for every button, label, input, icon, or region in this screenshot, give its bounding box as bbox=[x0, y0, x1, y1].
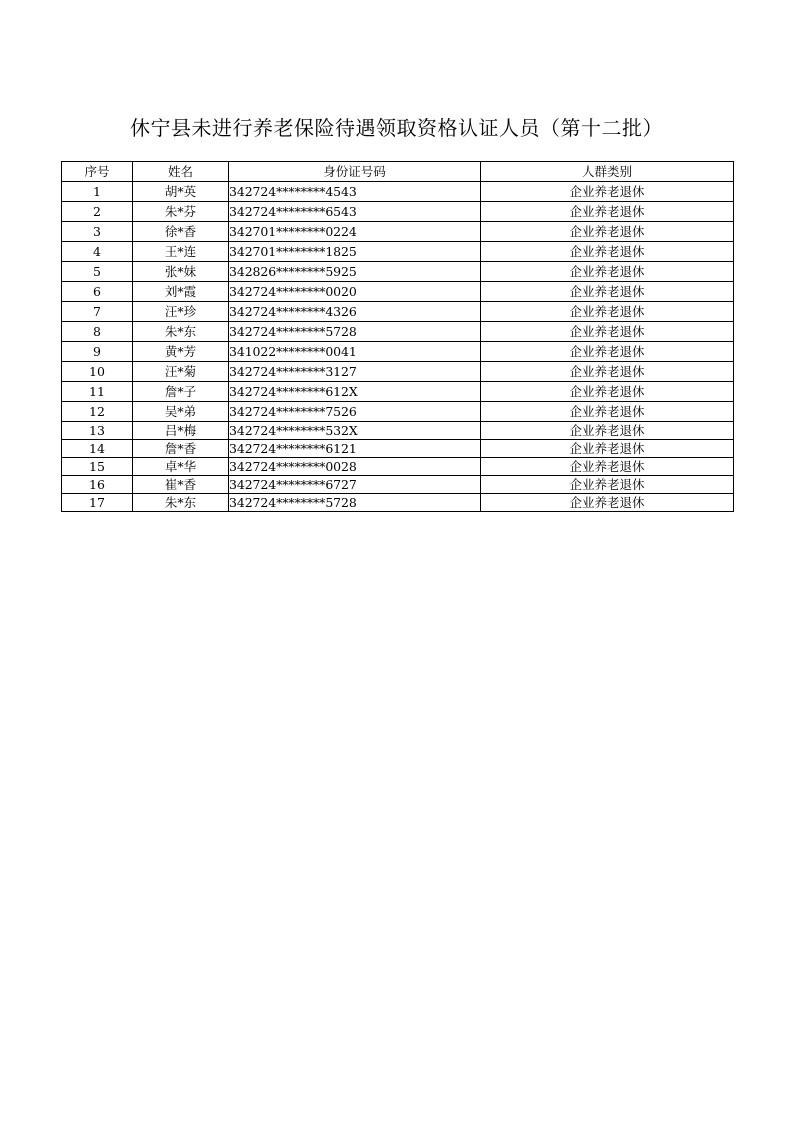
row-serial-number: 7 bbox=[62, 302, 133, 322]
row-name: 吕*梅 bbox=[133, 422, 229, 440]
table-header-row bbox=[62, 162, 734, 182]
row-serial-number: 12 bbox=[62, 402, 133, 422]
table-row bbox=[62, 202, 734, 222]
row-category: 企业养老退休 bbox=[481, 362, 734, 382]
table-row bbox=[62, 422, 734, 440]
row-category: 企业养老退休 bbox=[481, 440, 734, 458]
table-row bbox=[62, 342, 734, 362]
row-id-number: 342701********1825 bbox=[229, 242, 481, 262]
row-serial-number: 10 bbox=[62, 362, 133, 382]
row-name: 朱*芬 bbox=[133, 202, 229, 222]
row-serial-number: 9 bbox=[62, 342, 133, 362]
table-row bbox=[62, 282, 734, 302]
row-id-number: 342724********7526 bbox=[229, 402, 481, 422]
row-serial-number: 15 bbox=[62, 458, 133, 476]
row-id-number: 342724********532X bbox=[229, 422, 481, 440]
table-row bbox=[62, 440, 734, 458]
header-id-number: 身份证号码 bbox=[229, 162, 481, 182]
header-serial-number: 序号 bbox=[62, 162, 133, 182]
table-row bbox=[62, 182, 734, 202]
table-row bbox=[62, 222, 734, 242]
row-category: 企业养老退休 bbox=[481, 202, 734, 222]
table-row bbox=[62, 476, 734, 494]
row-id-number: 342724********4326 bbox=[229, 302, 481, 322]
document-title: 休宁县未进行养老保险待遇领取资格认证人员（第十二批） bbox=[130, 116, 663, 140]
table-body bbox=[62, 182, 734, 512]
row-serial-number: 17 bbox=[62, 494, 133, 512]
row-serial-number: 6 bbox=[62, 282, 133, 302]
row-id-number: 341022********0041 bbox=[229, 342, 481, 362]
row-name: 张*妹 bbox=[133, 262, 229, 282]
row-serial-number: 2 bbox=[62, 202, 133, 222]
row-category: 企业养老退休 bbox=[481, 222, 734, 242]
row-id-number: 342724********5728 bbox=[229, 494, 481, 512]
row-category: 企业养老退休 bbox=[481, 458, 734, 476]
row-serial-number: 8 bbox=[62, 322, 133, 342]
row-category: 企业养老退休 bbox=[481, 302, 734, 322]
row-name: 崔*香 bbox=[133, 476, 229, 494]
table-row bbox=[62, 262, 734, 282]
table-row bbox=[62, 402, 734, 422]
row-id-number: 342724********5728 bbox=[229, 322, 481, 342]
row-category: 企业养老退休 bbox=[481, 382, 734, 402]
header-category: 人群类别 bbox=[481, 162, 734, 182]
table-row bbox=[62, 242, 734, 262]
row-name: 徐*香 bbox=[133, 222, 229, 242]
row-serial-number: 1 bbox=[62, 182, 133, 202]
table-row bbox=[62, 362, 734, 382]
table-row bbox=[62, 382, 734, 402]
row-serial-number: 14 bbox=[62, 440, 133, 458]
row-name: 汪*珍 bbox=[133, 302, 229, 322]
header-name: 姓名 bbox=[133, 162, 229, 182]
row-category: 企业养老退休 bbox=[481, 402, 734, 422]
table-row bbox=[62, 458, 734, 476]
row-category: 企业养老退休 bbox=[481, 322, 734, 342]
row-id-number: 342701********0224 bbox=[229, 222, 481, 242]
row-name: 詹*子 bbox=[133, 382, 229, 402]
row-category: 企业养老退休 bbox=[481, 494, 734, 512]
row-category: 企业养老退休 bbox=[481, 342, 734, 362]
row-name: 胡*英 bbox=[133, 182, 229, 202]
row-serial-number: 4 bbox=[62, 242, 133, 262]
row-category: 企业养老退休 bbox=[481, 182, 734, 202]
row-name: 黄*芳 bbox=[133, 342, 229, 362]
row-name: 王*连 bbox=[133, 242, 229, 262]
row-name: 朱*东 bbox=[133, 494, 229, 512]
personnel-table bbox=[61, 161, 734, 512]
row-name: 刘*霞 bbox=[133, 282, 229, 302]
row-name: 詹*香 bbox=[133, 440, 229, 458]
row-serial-number: 11 bbox=[62, 382, 133, 402]
row-id-number: 342724********0028 bbox=[229, 458, 481, 476]
table-row bbox=[62, 494, 734, 512]
row-category: 企业养老退休 bbox=[481, 476, 734, 494]
row-name: 吴*弟 bbox=[133, 402, 229, 422]
row-id-number: 342826********5925 bbox=[229, 262, 481, 282]
row-category: 企业养老退休 bbox=[481, 242, 734, 262]
row-name: 朱*东 bbox=[133, 322, 229, 342]
row-category: 企业养老退休 bbox=[481, 422, 734, 440]
row-id-number: 342724********6727 bbox=[229, 476, 481, 494]
row-id-number: 342724********0020 bbox=[229, 282, 481, 302]
row-id-number: 342724********612X bbox=[229, 382, 481, 402]
row-name: 汪*菊 bbox=[133, 362, 229, 382]
row-name: 卓*华 bbox=[133, 458, 229, 476]
row-id-number: 342724********3127 bbox=[229, 362, 481, 382]
row-serial-number: 16 bbox=[62, 476, 133, 494]
table-row bbox=[62, 322, 734, 342]
row-id-number: 342724********6543 bbox=[229, 202, 481, 222]
row-serial-number: 5 bbox=[62, 262, 133, 282]
row-serial-number: 3 bbox=[62, 222, 133, 242]
row-category: 企业养老退休 bbox=[481, 262, 734, 282]
row-id-number: 342724********4543 bbox=[229, 182, 481, 202]
row-category: 企业养老退休 bbox=[481, 282, 734, 302]
row-serial-number: 13 bbox=[62, 422, 133, 440]
row-id-number: 342724********6121 bbox=[229, 440, 481, 458]
table-row bbox=[62, 302, 734, 322]
